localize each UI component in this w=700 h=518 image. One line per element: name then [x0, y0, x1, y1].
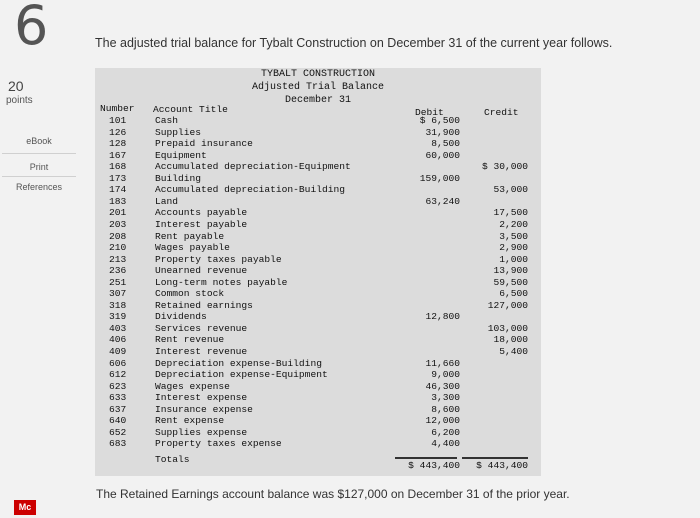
account-title: Rent expense — [155, 415, 225, 427]
points-value: 20 — [8, 78, 24, 94]
account-number: 236 — [109, 265, 127, 277]
totals-credit: $ 443,400 — [476, 460, 528, 471]
table-row — [0, 196, 700, 208]
totals-rule-credit — [462, 457, 528, 459]
account-title: Interest expense — [155, 392, 248, 404]
account-number: 208 — [109, 230, 127, 242]
credit-amount: 103,000 — [487, 322, 528, 334]
print-link[interactable]: Print — [29, 162, 49, 172]
table-row — [0, 300, 700, 312]
company-name: TYBALT CONSTRUCTION — [260, 69, 376, 80]
account-title: Property taxes expense — [155, 438, 282, 450]
col-header-number: Number — [100, 103, 135, 114]
table-row — [0, 404, 700, 416]
account-title: Accumulated depreciation-Building — [155, 184, 345, 196]
table-row — [0, 115, 700, 127]
credit-amount: 127,000 — [487, 299, 528, 311]
table-row — [0, 231, 700, 243]
ebook-link[interactable]: eBook — [26, 136, 52, 146]
account-number: 640 — [109, 415, 127, 427]
table-row — [0, 207, 700, 219]
statement-title: Adjusted Trial Balance — [251, 82, 385, 93]
table-row — [0, 219, 700, 231]
account-number: 652 — [109, 426, 127, 438]
account-title: Services revenue — [155, 322, 248, 334]
account-title: Insurance expense — [155, 403, 253, 415]
account-title: Interest payable — [155, 218, 248, 230]
question-prompt: The adjusted trial balance for Tybalt Construction on December 31 of the current year follows. — [95, 36, 613, 50]
account-title: Unearned revenue — [155, 265, 248, 277]
table-row — [0, 415, 700, 427]
debit-amount: 8,600 — [431, 403, 460, 415]
account-number: 203 — [109, 218, 127, 230]
totals-rule-debit — [395, 457, 457, 459]
account-number: 683 — [109, 438, 127, 450]
credit-amount: 13,900 — [493, 265, 528, 277]
account-number: 173 — [109, 172, 127, 184]
account-number: 307 — [109, 288, 127, 300]
account-number: 406 — [109, 334, 127, 346]
account-title: Rent revenue — [155, 334, 225, 346]
question-number: 6 — [14, 0, 49, 57]
table-row — [0, 288, 700, 300]
account-number: 606 — [109, 357, 127, 369]
account-number: 251 — [109, 276, 127, 288]
table-row — [0, 334, 700, 346]
points-label: points — [6, 95, 33, 106]
credit-amount: 18,000 — [493, 334, 528, 346]
account-number: 101 — [109, 115, 127, 126]
debit-amount: 3,300 — [431, 392, 460, 404]
publisher-logo: Mc — [14, 500, 36, 515]
col-header-account: Account Title — [153, 104, 228, 115]
credit-amount: 6,500 — [499, 288, 528, 300]
credit-amount: 2,200 — [499, 218, 528, 230]
account-number: 201 — [109, 207, 127, 219]
table-row — [0, 392, 700, 404]
debit-amount: 12,000 — [425, 415, 460, 427]
references-link[interactable]: References — [15, 182, 63, 192]
table-row — [0, 323, 700, 335]
debit-amount: 159,000 — [419, 172, 460, 184]
account-title: Building — [155, 172, 202, 184]
table-row — [0, 277, 700, 289]
account-title: Depreciation expense-Equipment — [155, 369, 328, 381]
table-row — [0, 311, 700, 323]
account-title: Accumulated depreciation-Equipment — [155, 161, 351, 173]
debit-amount: 6,200 — [431, 426, 460, 438]
table-row — [0, 427, 700, 439]
account-number: 623 — [109, 380, 127, 392]
col-header-debit: Debit — [415, 107, 444, 118]
credit-amount: 53,000 — [493, 184, 528, 196]
account-title: Land — [155, 195, 179, 207]
totals-label: Totals — [155, 454, 190, 465]
credit-amount: 17,500 — [493, 207, 528, 219]
question-footer: The Retained Earnings account balance was $127,000 on December 31 of the prior year. — [96, 487, 570, 501]
trial-balance-heading — [218, 68, 418, 107]
debit-amount: 31,900 — [425, 126, 460, 138]
statement-date: December 31 — [284, 95, 351, 106]
account-number: 318 — [109, 299, 127, 311]
totals-row — [0, 454, 700, 472]
table-row — [0, 369, 700, 381]
credit-amount: $ 30,000 — [481, 161, 528, 173]
table-row — [0, 150, 700, 162]
account-number: 174 — [109, 184, 127, 196]
table-row — [0, 161, 700, 173]
credit-amount: 3,500 — [499, 230, 528, 242]
debit-amount: 60,000 — [425, 149, 460, 161]
credit-amount: 5,400 — [499, 346, 528, 357]
account-number: 637 — [109, 403, 127, 415]
debit-amount: 9,000 — [431, 369, 460, 381]
account-number: 409 — [109, 346, 127, 357]
account-number: 210 — [109, 242, 127, 254]
account-number: 403 — [109, 322, 127, 334]
account-title: Cash — [155, 115, 179, 126]
account-title: Prepaid insurance — [155, 138, 253, 150]
debit-amount: 12,800 — [425, 311, 460, 323]
account-number: 128 — [109, 138, 127, 150]
account-title: Wages payable — [155, 242, 230, 254]
account-number: 126 — [109, 126, 127, 138]
col-header-credit: Credit — [484, 107, 519, 118]
account-number: 612 — [109, 369, 127, 381]
account-number: 633 — [109, 392, 127, 404]
account-title: Supplies — [155, 126, 202, 138]
account-number: 167 — [109, 149, 127, 161]
debit-amount: $ 6,500 — [419, 115, 460, 126]
debit-amount: 46,300 — [425, 380, 460, 392]
credit-amount: 1,000 — [499, 253, 528, 265]
account-number: 319 — [109, 311, 127, 323]
table-row — [0, 265, 700, 277]
table-row — [0, 438, 700, 450]
account-title: Long-term notes payable — [155, 276, 288, 288]
debit-amount: 11,660 — [425, 357, 460, 369]
table-row — [0, 381, 700, 393]
credit-amount: 59,500 — [493, 276, 528, 288]
table-row — [0, 127, 700, 139]
account-title: Dividends — [155, 311, 207, 323]
table-row — [0, 242, 700, 254]
table-row — [0, 346, 700, 358]
account-title: Depreciation expense-Building — [155, 357, 322, 369]
debit-amount: 8,500 — [431, 138, 460, 150]
credit-amount: 2,900 — [499, 242, 528, 254]
debit-amount: 63,240 — [425, 195, 460, 207]
table-row — [0, 254, 700, 266]
account-number: 168 — [109, 161, 127, 173]
account-title: Property taxes payable — [155, 253, 282, 265]
account-title: Accounts payable — [155, 207, 248, 219]
account-number: 213 — [109, 253, 127, 265]
totals-debit: $ 443,400 — [408, 460, 460, 471]
account-number: 183 — [109, 195, 127, 207]
table-row — [0, 358, 700, 370]
account-title: Retained earnings — [155, 299, 253, 311]
table-row — [0, 173, 700, 185]
account-title: Wages expense — [155, 380, 230, 392]
account-title: Interest revenue — [155, 346, 248, 357]
account-title: Rent payable — [155, 230, 225, 242]
debit-amount: 4,400 — [431, 438, 460, 450]
account-title: Common stock — [155, 288, 225, 300]
account-title: Supplies expense — [155, 426, 248, 438]
table-row — [0, 184, 700, 196]
account-title: Equipment — [155, 149, 207, 161]
table-row — [0, 138, 700, 150]
